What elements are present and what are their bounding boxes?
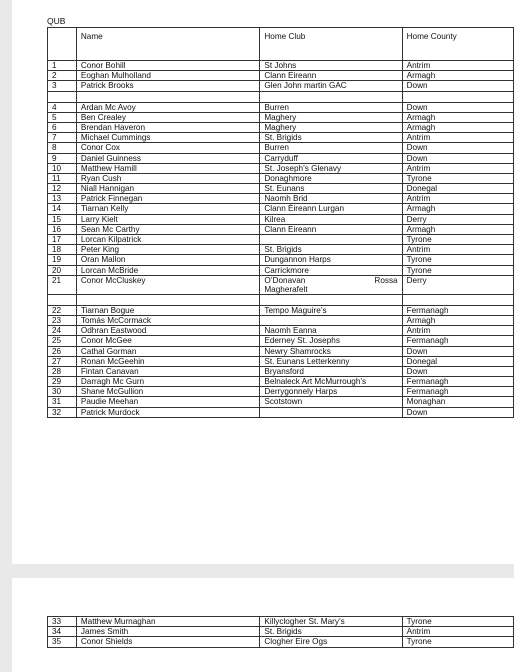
player-name: Conor Bohill bbox=[76, 61, 260, 71]
player-name: Lorcan Kilpatrick bbox=[76, 235, 260, 245]
player-name: Lorcan McBride bbox=[76, 265, 260, 275]
home-county: Derry bbox=[402, 275, 513, 294]
row-number: 1 bbox=[48, 61, 77, 71]
row-number: 25 bbox=[48, 336, 77, 346]
row-number: 16 bbox=[48, 224, 77, 234]
spacer-cell bbox=[48, 91, 77, 102]
row-number: 17 bbox=[48, 235, 77, 245]
home-county: Antrim bbox=[402, 627, 513, 637]
row-number: 6 bbox=[48, 122, 77, 132]
players-table-continued bbox=[47, 616, 514, 648]
player-name: Brendan Haveron bbox=[76, 122, 260, 132]
row-number: 21 bbox=[48, 275, 77, 294]
document-page-2 bbox=[12, 578, 514, 672]
table-row bbox=[48, 214, 514, 224]
player-name: Matthew Hamill bbox=[76, 163, 260, 173]
table-row bbox=[48, 387, 514, 397]
player-name: Ardan Mc Avoy bbox=[76, 102, 260, 112]
player-name: Michael Cummings bbox=[76, 133, 260, 143]
player-name: Tomás McCormack bbox=[76, 315, 260, 325]
home-county: Down bbox=[402, 81, 513, 91]
home-county: Fermanagh bbox=[402, 336, 513, 346]
home-club: Carryduff bbox=[260, 153, 402, 163]
home-club: Newry Shamrocks bbox=[260, 346, 402, 356]
home-county: Tyrone bbox=[402, 255, 513, 265]
row-number: 19 bbox=[48, 255, 77, 265]
document-page-1 bbox=[12, 0, 514, 564]
player-name: Ronan McGeehin bbox=[76, 356, 260, 366]
table-row bbox=[48, 397, 514, 407]
header-home-county: Home County bbox=[402, 28, 513, 61]
table-row bbox=[48, 275, 514, 294]
home-county: Fermanagh bbox=[402, 305, 513, 315]
home-club: Donaghmore bbox=[260, 173, 402, 183]
player-name: Cathal Gorman bbox=[76, 346, 260, 356]
home-county: Down bbox=[402, 407, 513, 417]
header-name: Name bbox=[76, 28, 260, 61]
home-county: Down bbox=[402, 346, 513, 356]
row-number: 11 bbox=[48, 173, 77, 183]
row-number: 8 bbox=[48, 143, 77, 153]
row-number: 32 bbox=[48, 407, 77, 417]
home-county: Monaghan bbox=[402, 397, 513, 407]
row-number: 24 bbox=[48, 326, 77, 336]
player-name: Darragh Mc Gurn bbox=[76, 377, 260, 387]
home-county: Tyrone bbox=[402, 637, 513, 647]
table-spacer-row bbox=[48, 91, 514, 102]
home-county: Down bbox=[402, 102, 513, 112]
row-number: 14 bbox=[48, 204, 77, 214]
player-name: Fintan Canavan bbox=[76, 366, 260, 376]
player-name: Odhran Eastwood bbox=[76, 326, 260, 336]
home-county: Tyrone bbox=[402, 173, 513, 183]
table-row bbox=[48, 102, 514, 112]
home-club bbox=[260, 315, 402, 325]
player-name: Conor Shields bbox=[76, 637, 260, 647]
header-home-club: Home Club bbox=[260, 28, 402, 61]
table-row bbox=[48, 81, 514, 91]
row-number: 26 bbox=[48, 346, 77, 356]
row-number: 27 bbox=[48, 356, 77, 366]
player-name: Patrick Finnegan bbox=[76, 194, 260, 204]
table-row bbox=[48, 235, 514, 245]
header-number bbox=[48, 28, 77, 61]
home-county: Fermanagh bbox=[402, 377, 513, 387]
row-number: 23 bbox=[48, 315, 77, 325]
home-county: Donegal bbox=[402, 356, 513, 366]
row-number: 12 bbox=[48, 184, 77, 194]
home-county: Antrim bbox=[402, 133, 513, 143]
player-name: Matthew Murnaghan bbox=[76, 617, 260, 627]
home-club bbox=[260, 235, 402, 245]
page-label: QUB bbox=[47, 16, 66, 26]
home-club: Naomh Eanna bbox=[260, 326, 402, 336]
table-row bbox=[48, 377, 514, 387]
home-county: Antrim bbox=[402, 163, 513, 173]
table-row bbox=[48, 617, 514, 627]
player-name: Peter King bbox=[76, 245, 260, 255]
table-row bbox=[48, 112, 514, 122]
home-county: Armagh bbox=[402, 71, 513, 81]
spacer-cell bbox=[402, 294, 513, 305]
home-club: St. Joseph’s Glenavy bbox=[260, 163, 402, 173]
home-club: Carrickmore bbox=[260, 265, 402, 275]
table-row bbox=[48, 204, 514, 214]
home-county: Tyrone bbox=[402, 235, 513, 245]
table-row bbox=[48, 61, 514, 71]
spacer-cell bbox=[402, 91, 513, 102]
spacer-cell bbox=[48, 294, 77, 305]
table-row bbox=[48, 637, 514, 647]
row-number: 20 bbox=[48, 265, 77, 275]
player-name: Paudie Meehan bbox=[76, 397, 260, 407]
table-row bbox=[48, 173, 514, 183]
home-county: Armagh bbox=[402, 224, 513, 234]
home-club: Clogher Eire Ogs bbox=[260, 637, 402, 647]
row-number: 28 bbox=[48, 366, 77, 376]
player-name: Ben Crealey bbox=[76, 112, 260, 122]
table-header-row bbox=[48, 28, 514, 61]
table-row bbox=[48, 245, 514, 255]
row-number: 29 bbox=[48, 377, 77, 387]
table-row bbox=[48, 326, 514, 336]
home-club: St. Brigids bbox=[260, 627, 402, 637]
player-name: Oran Mallon bbox=[76, 255, 260, 265]
spacer-cell bbox=[76, 91, 260, 102]
home-club: St. Brigids bbox=[260, 245, 402, 255]
table-row bbox=[48, 133, 514, 143]
player-name: Tiarnan Kelly bbox=[76, 204, 260, 214]
player-name: Niall Hannigan bbox=[76, 184, 260, 194]
player-name: Patrick Murdock bbox=[76, 407, 260, 417]
home-club: Kilrea bbox=[260, 214, 402, 224]
home-county: Fermanagh bbox=[402, 387, 513, 397]
home-county: Down bbox=[402, 143, 513, 153]
table-row bbox=[48, 315, 514, 325]
home-county: Antrim bbox=[402, 245, 513, 255]
home-club: Clann Éireann Lurgan bbox=[260, 204, 402, 214]
home-county: Donegal bbox=[402, 184, 513, 194]
home-county: Armagh bbox=[402, 204, 513, 214]
table-row bbox=[48, 184, 514, 194]
home-county: Armagh bbox=[402, 112, 513, 122]
row-number: 22 bbox=[48, 305, 77, 315]
row-number: 33 bbox=[48, 617, 77, 627]
row-number: 2 bbox=[48, 71, 77, 81]
table-row bbox=[48, 194, 514, 204]
row-number: 5 bbox=[48, 112, 77, 122]
row-number: 30 bbox=[48, 387, 77, 397]
home-county: Armagh bbox=[402, 315, 513, 325]
home-club: St Johns bbox=[260, 61, 402, 71]
player-name: Daniel Guinness bbox=[76, 153, 260, 163]
home-club: Maghery bbox=[260, 112, 402, 122]
home-county: Antrim bbox=[402, 326, 513, 336]
row-number: 4 bbox=[48, 102, 77, 112]
home-club-part: O’Donavan bbox=[264, 275, 306, 285]
table-row bbox=[48, 305, 514, 315]
player-name: Ryan Cush bbox=[76, 173, 260, 183]
row-number: 18 bbox=[48, 245, 77, 255]
home-club: Bryansford bbox=[260, 366, 402, 376]
spacer-cell bbox=[260, 91, 402, 102]
row-number: 7 bbox=[48, 133, 77, 143]
spacer-cell bbox=[260, 294, 402, 305]
home-club: St. Eunans bbox=[260, 184, 402, 194]
player-name: Tiarnan Bogue bbox=[76, 305, 260, 315]
table-spacer-row bbox=[48, 294, 514, 305]
home-club: Dungannon Harps bbox=[260, 255, 402, 265]
player-name: Larry Kielt bbox=[76, 214, 260, 224]
spacer-cell bbox=[76, 294, 260, 305]
home-club: Belnaleck Art McMurrough’s bbox=[260, 377, 402, 387]
home-county: Tyrone bbox=[402, 617, 513, 627]
row-number: 35 bbox=[48, 637, 77, 647]
table-row bbox=[48, 627, 514, 637]
player-name: Conor Cox bbox=[76, 143, 260, 153]
row-number: 9 bbox=[48, 153, 77, 163]
table-row bbox=[48, 356, 514, 366]
home-club: Derrygonnely Harps bbox=[260, 387, 402, 397]
home-club: Ederney St. Josephs bbox=[260, 336, 402, 346]
home-county: Antrim bbox=[402, 61, 513, 71]
player-name: Shane McGullion bbox=[76, 387, 260, 397]
home-club: St. Eunans Letterkenny bbox=[260, 356, 402, 366]
player-name: Eoghan Mulholland bbox=[76, 71, 260, 81]
home-county: Antrim bbox=[402, 194, 513, 204]
home-club bbox=[260, 407, 402, 417]
home-club: Naomh Brid bbox=[260, 194, 402, 204]
table-row bbox=[48, 153, 514, 163]
home-club: Clann Eireann bbox=[260, 224, 402, 234]
home-club: Maghery bbox=[260, 122, 402, 132]
home-club: St. Brigids bbox=[260, 133, 402, 143]
player-name: Conor McCluskey bbox=[76, 275, 260, 294]
home-club bbox=[260, 275, 402, 294]
table-row bbox=[48, 255, 514, 265]
table-row bbox=[48, 366, 514, 376]
table-row bbox=[48, 143, 514, 153]
home-club: Burren bbox=[260, 102, 402, 112]
home-county: Down bbox=[402, 153, 513, 163]
table-row bbox=[48, 336, 514, 346]
row-number: 15 bbox=[48, 214, 77, 224]
row-number: 3 bbox=[48, 81, 77, 91]
home-club: Burren bbox=[260, 143, 402, 153]
row-number: 34 bbox=[48, 627, 77, 637]
home-club: Glen John martin GAC bbox=[260, 81, 402, 91]
home-county: Armagh bbox=[402, 122, 513, 132]
table-row bbox=[48, 163, 514, 173]
home-club: Scotstown bbox=[260, 397, 402, 407]
player-name: James Smith bbox=[76, 627, 260, 637]
player-name: Conor McGee bbox=[76, 336, 260, 346]
home-club: Clann Eireann bbox=[260, 71, 402, 81]
row-number: 10 bbox=[48, 163, 77, 173]
home-club: Killyclogher St. Mary’s bbox=[260, 617, 402, 627]
table-row bbox=[48, 346, 514, 356]
player-name: Patrick Brooks bbox=[76, 81, 260, 91]
home-club-part: Rossa bbox=[374, 275, 398, 285]
home-club: Tempo Maguire’s bbox=[260, 305, 402, 315]
table-row bbox=[48, 71, 514, 81]
table-row bbox=[48, 122, 514, 132]
player-name: Sean Mc Carthy bbox=[76, 224, 260, 234]
home-county: Derry bbox=[402, 214, 513, 224]
table-row bbox=[48, 407, 514, 417]
home-county: Down bbox=[402, 366, 513, 376]
row-number: 31 bbox=[48, 397, 77, 407]
row-number: 13 bbox=[48, 194, 77, 204]
home-county: Tyrone bbox=[402, 265, 513, 275]
table-row bbox=[48, 224, 514, 234]
table-row bbox=[48, 265, 514, 275]
home-club-part: Magherafelt bbox=[264, 284, 308, 294]
players-table bbox=[47, 27, 514, 418]
